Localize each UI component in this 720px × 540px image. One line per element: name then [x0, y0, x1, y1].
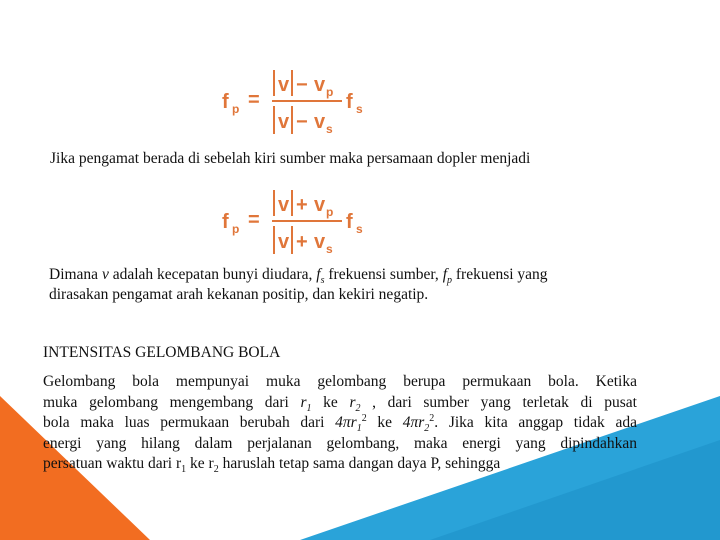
variable-description: Dimana v adalah kecepatan bunyi diudara, $f_s$ frekuensi sumber, $f_p$ frekuensi yang dirasakan pengamat arah kekanan positip, dan kekiri negatip.: [49, 266, 548, 303]
svg-text:v: v: [314, 231, 326, 253]
svg-text:v: v: [278, 74, 290, 96]
svg-text:f: f: [222, 211, 229, 233]
spherical-wave-paragraph: Gelombang bola mempunyai muka gelombang berupa permukaan bola. Ketika muka gelombang mengembang dari $r_1$ ke $r_2$ , dari sumber yang terletak di pusat bola maka luas permukaan berubah dari $4\pi r_1^2$ ke $4\pi r_2^2$. Jika kita anggap tidak ada energi yang hilang dalam perjalanan gelombang, maka energi yang dipindahkan persatuan waktu dari $r_1$ ke $r_2$ haruslah tetap sama dangan daya P, sehingga: [43, 373, 637, 476]
svg-text:v: v: [314, 194, 326, 216]
svg-text:+: +: [296, 231, 308, 253]
svg-text:p: p: [232, 102, 240, 116]
text-left-observer: Jika pengamat berada di sebelah kiri sumber maka persamaan dopler menjadi: [50, 150, 531, 167]
svg-text:f: f: [346, 211, 353, 233]
svg-text:p: p: [232, 222, 240, 236]
svg-text:s: s: [356, 102, 363, 116]
svg-text:−: −: [296, 111, 308, 133]
svg-text:v: v: [278, 231, 290, 253]
svg-text:p: p: [326, 205, 334, 219]
formula-rhs: f: [346, 91, 353, 113]
doppler-formula-2: [222, 188, 372, 258]
svg-text:=: =: [248, 209, 260, 231]
svg-text:v: v: [278, 194, 290, 216]
svg-text:s: s: [326, 122, 333, 136]
svg-text:−: −: [296, 74, 308, 96]
svg-text:s: s: [326, 242, 333, 256]
section-heading: INTENSITAS GELOMBANG BOLA: [43, 344, 281, 361]
svg-text:v: v: [314, 74, 326, 96]
svg-text:+: +: [296, 194, 308, 216]
svg-text:=: =: [248, 89, 260, 111]
svg-text:v: v: [278, 111, 290, 133]
svg-text:v: v: [314, 111, 326, 133]
doppler-formula-1: [222, 66, 372, 136]
svg-text:s: s: [356, 222, 363, 236]
svg-text:p: p: [326, 85, 334, 99]
formula-lhs: f: [222, 91, 229, 113]
